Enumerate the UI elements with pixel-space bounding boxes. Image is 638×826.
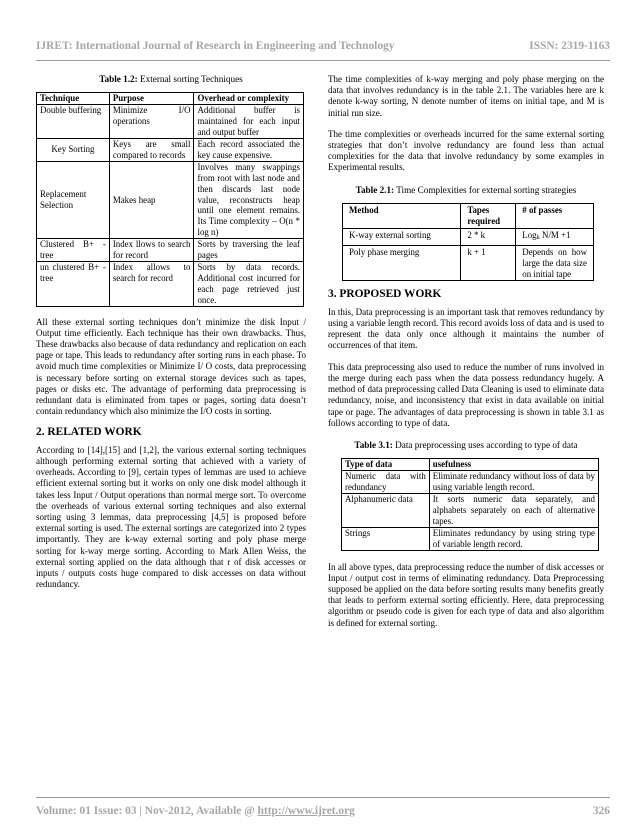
table-cell — [516, 228, 594, 245]
caption-text: Time Complexities for external sorting strategies — [394, 184, 577, 195]
table-cell: Additional buffer is maintained for each input and output buffer — [194, 105, 304, 139]
table-cell: k + 1 — [461, 245, 516, 281]
page-number: 326 — [592, 805, 610, 817]
body-paragraph: In this, Data preprocessing is an important task that removes redundancy by using a variable length record. This record avoids loss of data and is used to represent the data only once although it maintains the number of occurrences of that item. — [328, 306, 604, 351]
table-cell: Index llows to search for record — [109, 239, 194, 262]
table-1-2 — [36, 92, 304, 306]
table-row — [342, 527, 599, 550]
footer-prefix: Volume: 01 Issue: 03 | Nov-2012, Available @ — [36, 805, 258, 817]
table-cell: Minimize I/O operations — [109, 105, 194, 139]
table-row — [37, 262, 304, 307]
column-header: # of passes — [516, 204, 594, 229]
table-cell: Index allows to search for record — [109, 262, 194, 307]
body-paragraph: The time complexities or overheads incurred for the same external sorting strategies that don’t involve redundancy are found less than actual complexities for the data that involve redundancy by some examples in Experimental results. — [328, 128, 604, 173]
section-heading: 3. PROPOSED WORK — [328, 288, 442, 301]
table-header-row — [343, 204, 594, 229]
table-cell: Eliminate redundancy without loss of data by using variable length record. — [429, 471, 598, 494]
column-header: Type of data — [342, 459, 430, 471]
table-cell: Eliminates redundancy by using string type of variable length record. — [429, 527, 598, 550]
table-1-2-caption — [36, 74, 306, 85]
body-paragraph: The time complexities of k-way merging and poly phase merging on the data that involves redundancy is in the table 2.1. The variables here are k denote k-way sorting, N denote number of items on initial tape, and M is initial run size. — [328, 74, 604, 118]
log-text: Log — [522, 229, 537, 240]
table-cell: Numeric data with redundancy — [342, 471, 430, 494]
column-header: usefulness — [429, 459, 598, 471]
column-header: Method — [343, 204, 461, 229]
table-row — [37, 139, 304, 162]
table-row — [37, 105, 304, 139]
caption-label: Table 1.2: — [99, 74, 138, 84]
table-cell: K-way external sorting — [343, 228, 461, 245]
table-cell: Makes heap — [109, 161, 194, 238]
issn: ISSN: 2319-1163 — [529, 40, 610, 52]
body-paragraph: According to [14],[15] and [1,2], the various external sorting techniques although performing external sorting that achieved with a variety of overheads. According to [9], certain types of lemmas are used to achieve efficient external sorting but it works on only one disk model although it takes less Input / Output operations than normal merge sort. To overcome the overheads of various external sorting techniques and also external sorting using 3 lemmas, data preprocessing [4,5] is proposed before external sorting is used. The external sortings are categorized into 2 types importantly. They are k-way external sorting and poly phase merge sorting for k-way merge sorting. According to Mark Allen Weiss, the external sorting applied on the data although that r of disk accesses or inputs / outputs costs huge compared to disk accesses on data without redundancy. — [36, 444, 306, 590]
table-row — [342, 494, 599, 528]
table-row — [37, 239, 304, 262]
body-paragraph: All these external sorting techniques don’t minimize the disk Input / Output time efficiently. Each technique has their own drawbacks. Thus, These drawbacks also because of data redundancy and replication on each page or tape. This leads to redundancy after sorting runs in each phase. To avoid much time complexities or Minimize I/ O costs, data preprocessing is necessary before sorting on external storage devices such as tapes, pages or disks etc. The advantage of performing data preprocessing is redundant data is eliminated from tapes or pages, sorting data doesn’t contain redundancy which also minimize the I/O costs in sorting. — [36, 316, 306, 417]
table-2-1-caption — [328, 185, 604, 196]
table-3-1-caption — [328, 440, 604, 451]
journal-link[interactable]: http://www.ijret.org — [257, 805, 355, 817]
table-cell: Clustered B+ - tree — [37, 239, 110, 262]
table-cell: Key Sorting — [37, 139, 110, 162]
running-footer — [36, 805, 610, 821]
table-row — [37, 161, 304, 238]
right-column — [328, 74, 604, 629]
column-header: Tapes required — [461, 204, 516, 229]
table-cell: Keys are small compared to records — [109, 139, 194, 162]
table-cell: Double buffering — [37, 105, 110, 139]
table-cell: Involves many swappings from root with last node and then discards last node value, reconstructs heap until one element remains. Its Time complexity – O(n * log n) — [194, 161, 304, 238]
column-header: Technique — [37, 93, 110, 105]
body-paragraph: In all above types, data preprocessing reduce the number of disk accesses or Input / output cost in terms of eliminating redundancy. Data Preprocessing supposed be applied on the data before sorting results many benefits greatly that leads to perform external sorting efficiently. Here, data preprocessing algorithm or pseudo code is given for each type of data and also algorithm is defined for external sorting. — [328, 561, 604, 628]
left-column — [36, 74, 306, 591]
table-row — [343, 228, 594, 245]
table-cell: Sorts by data records. Additional cost incurred for each page retrieved just once. — [194, 262, 304, 307]
footer-volume — [36, 805, 355, 817]
section-heading: 2. RELATED WORK — [36, 426, 142, 439]
caption-text: Data preprocessing uses according to type of data — [392, 439, 578, 450]
table-2-1 — [342, 203, 594, 281]
footer-rule — [36, 797, 610, 798]
table-row — [342, 471, 599, 494]
table-cell: Replacement Selection — [37, 161, 110, 238]
table-cell: Each record associated the key cause expensive. — [194, 139, 304, 162]
table-cell: 2 * k — [461, 228, 516, 245]
caption-text: External sorting Techniques — [137, 74, 243, 84]
table-cell: Alphanumeric data — [342, 494, 430, 528]
header-rule — [36, 60, 610, 61]
table-cell: Sorts by traversing the leaf pages — [194, 239, 304, 262]
table-cell: Poly phase merging — [343, 245, 461, 281]
table-3-1 — [341, 458, 599, 550]
column-header: Overhead or complexity — [194, 93, 304, 105]
table-header-row — [37, 93, 304, 105]
table-cell: Strings — [342, 527, 430, 550]
table-cell: un clustered B+ - tree — [37, 262, 110, 307]
table-cell: Depends on how large the data size on initial tape — [516, 245, 594, 281]
journal-title: IJRET: International Journal of Research in Engineering and Technology — [36, 40, 395, 52]
log-subscript: k — [536, 233, 540, 241]
caption-label: Table 3.1: — [354, 439, 393, 450]
column-header: Purpose — [109, 93, 194, 105]
log-argument: N/M +1 — [539, 229, 571, 240]
body-paragraph: This data preprocessing also used to reduce the number of runs involved in the merge during each pass when the data possess redundancy hugely. A method of data preprocessing called Data Cleaning is used to eliminate data redundancy, noise, and inconsistency that exist in data available on initial tape or page. The advantages of data preprocessing is shown in table 3.1 as follows according to type of data. — [328, 361, 604, 428]
table-row — [343, 245, 594, 281]
running-header — [36, 40, 610, 56]
caption-label: Table 2.1: — [355, 184, 395, 195]
table-header-row — [342, 459, 599, 471]
table-cell: It sorts numeric data separately, and alphabets separately on each of alternative tapes. — [429, 494, 598, 528]
